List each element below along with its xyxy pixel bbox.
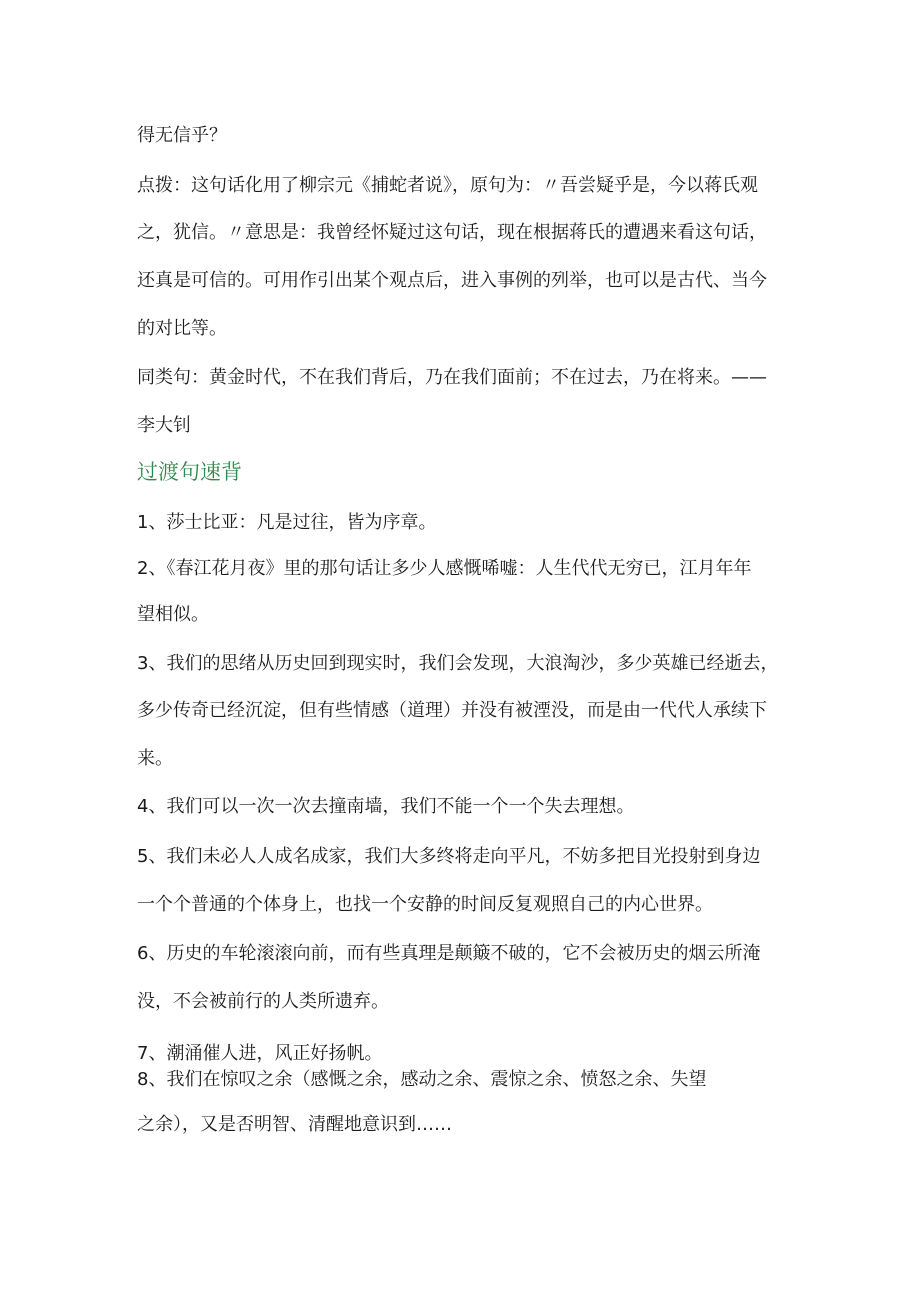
- list-item-line: 6、历史的车轮滚滚向前，而有些真理是颠簸不破的，它不会被历史的烟云所淹: [137, 943, 761, 964]
- text-line: 同类句：黄金时代，不在我们背后，乃在我们面前；不在过去，乃在将来。——: [137, 367, 767, 388]
- list-item-line: 一个个普通的个体身上，也找一个安静的时间反复观照自己的内心世界。: [137, 894, 713, 915]
- list-item-line: 4、我们可以一次一次去撞南墙，我们不能一个一个失去理想。: [137, 796, 635, 817]
- text-line: 的对比等。: [137, 318, 227, 339]
- text-line: 点拨：这句话化用了柳宗元《捕蛇者说》，原句为：〃吾尝疑乎是，今以蒋氏观: [137, 175, 758, 196]
- list-item-line: 之余），又是否明智、清醒地意识到……: [137, 1114, 452, 1135]
- text-line: 李大钊: [137, 415, 191, 436]
- list-item-line: 8、我们在惊叹之余（感慨之余，感动之余、震惊之余、愤怒之余、失望: [137, 1069, 707, 1090]
- text-line: 还真是可信的。可用作引出某个观点后，进入事例的列举，也可以是古代、当今: [137, 270, 767, 291]
- section-heading: 过渡句速背: [137, 460, 242, 484]
- list-item-line: 1、莎士比亚：凡是过往，皆为序章。: [137, 512, 437, 533]
- list-item-line: 没，不会被前行的人类所遗弃。: [137, 991, 389, 1012]
- list-item-line: 多少传奇已经沉淀，但有些情感（道理）并没有被湮没，而是由一代代人承续下: [137, 700, 767, 721]
- list-item-line: 3、我们的思绪从历史回到现实时，我们会发现，大浪淘沙，多少英雄已经逝去，: [137, 653, 779, 674]
- list-item-line: 7、潮涌催人进，风正好扬帆。: [137, 1043, 383, 1064]
- list-item-line: 2、《春江花月夜》里的那句话让多少人感慨唏嘘：人生代代无穷已，江月年年: [137, 558, 752, 579]
- list-item-line: 来。: [137, 748, 173, 769]
- text-line: 得无信乎？: [137, 125, 227, 146]
- list-item-line: 5、我们未必人人成名成家，我们大多终将走向平凡，不妨多把目光投射到身边: [137, 846, 761, 867]
- text-line: 之，犹信。〃意思是：我曾经怀疑过这句话，现在根据蒋氏的遭遇来看这句话，: [137, 222, 767, 243]
- list-item-line: 望相似。: [137, 604, 209, 625]
